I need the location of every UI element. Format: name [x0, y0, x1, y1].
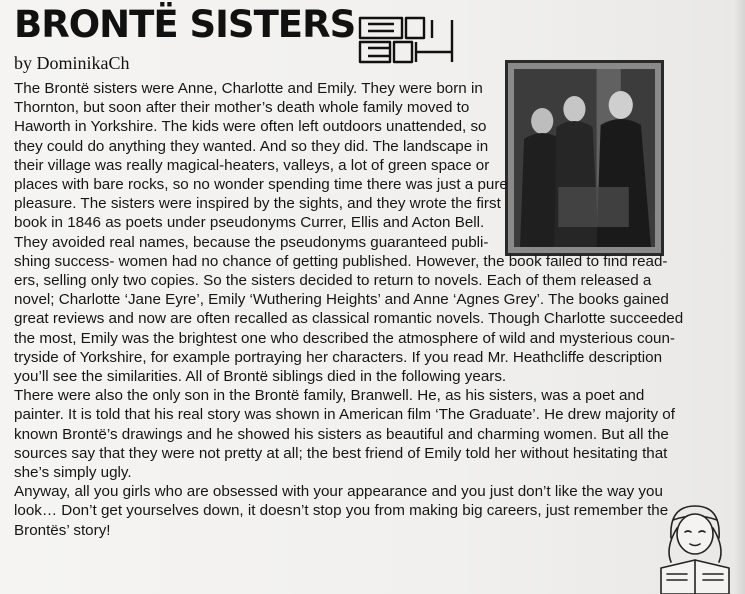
article-line: ers, selling only two copies. So the sisters decided to return to novels. Each of them released a	[14, 272, 652, 290]
article-line: They avoided real names, because the pseudonyms guaranteed publi-	[14, 233, 489, 251]
article-line: shing success- women had no chance of getting published. However, the book failed to find read-	[14, 252, 668, 270]
page-edge-shadow	[735, 0, 745, 594]
article-line: tryside of Yorkshire, for example portraying her characters. If you read Mr. Heathcliffe description	[14, 348, 663, 366]
article-line: Anyway, all you girls who are obsessed with your appearance and you just don’t like the way you	[14, 483, 663, 501]
article-line: they could do anything they wanted. And so they did. The landscape in	[14, 137, 489, 155]
article-line: Thornton, but soon after their mother’s death whole family moved to	[14, 99, 470, 117]
article-body	[14, 79, 729, 540]
article-byline: by DominikaCh	[14, 53, 130, 73]
article-line: places with bare rocks, so no wonder spending time there was just a pure	[14, 176, 508, 194]
article-line: Brontës’ story!	[14, 521, 111, 539]
article-line: painter. It is told that his real story was shown in American film ‘The Graduate’. He drew majority of	[14, 406, 675, 424]
article-line: look… Don’t get yourselves down, it doesn’t stop you from making big careers, just remember the	[14, 502, 669, 520]
article-line: sources say that they were not pretty at all; the best friend of Emily told her without hesitating that	[14, 444, 668, 462]
article-line: There were also the only son in the Brontë family, Branwell. He, as his sisters, was a poet and	[14, 387, 645, 405]
article-line: you’ll see the similarities. All of Brontë siblings died in the following years.	[14, 368, 507, 386]
section-logo-icon	[354, 14, 462, 66]
article-line: known Brontë’s drawings and he showed his sisters as beautiful and charming women. But all the	[14, 425, 669, 443]
article-line: book in 1846 as poets under pseudonyms Currer, Ellis and Acton Bell.	[14, 214, 485, 232]
article-line: she’s simply ugly.	[14, 464, 132, 482]
article-title: BRONTË SISTERS	[14, 3, 356, 46]
reading-girl-doodle-icon	[655, 498, 735, 594]
article-line: the most, Emily was the brightest one who described the atmosphere of wild and mysterious coun-	[14, 329, 675, 347]
article-line: The Brontë sisters were Anne, Charlotte and Emily. They were born in	[14, 80, 483, 97]
article-line: their village was really magical-heaters, valleys, a lot of green space or	[14, 156, 490, 174]
article-line: pleasure. The sisters were inspired by the sights, and they wrote the first	[14, 195, 501, 213]
article-line: great reviews and now are often recalled as classical romantic novels. Though Charlotte succeeded	[14, 310, 684, 328]
article-line: Haworth in Yorkshire. The kids were often left outdoors unattended, so	[14, 118, 487, 136]
article-line: novel; Charlotte ‘Jane Eyre’, Emily ‘Wuthering Heights’ and Anne ‘Agnes Grey’. The books gained	[14, 291, 669, 309]
